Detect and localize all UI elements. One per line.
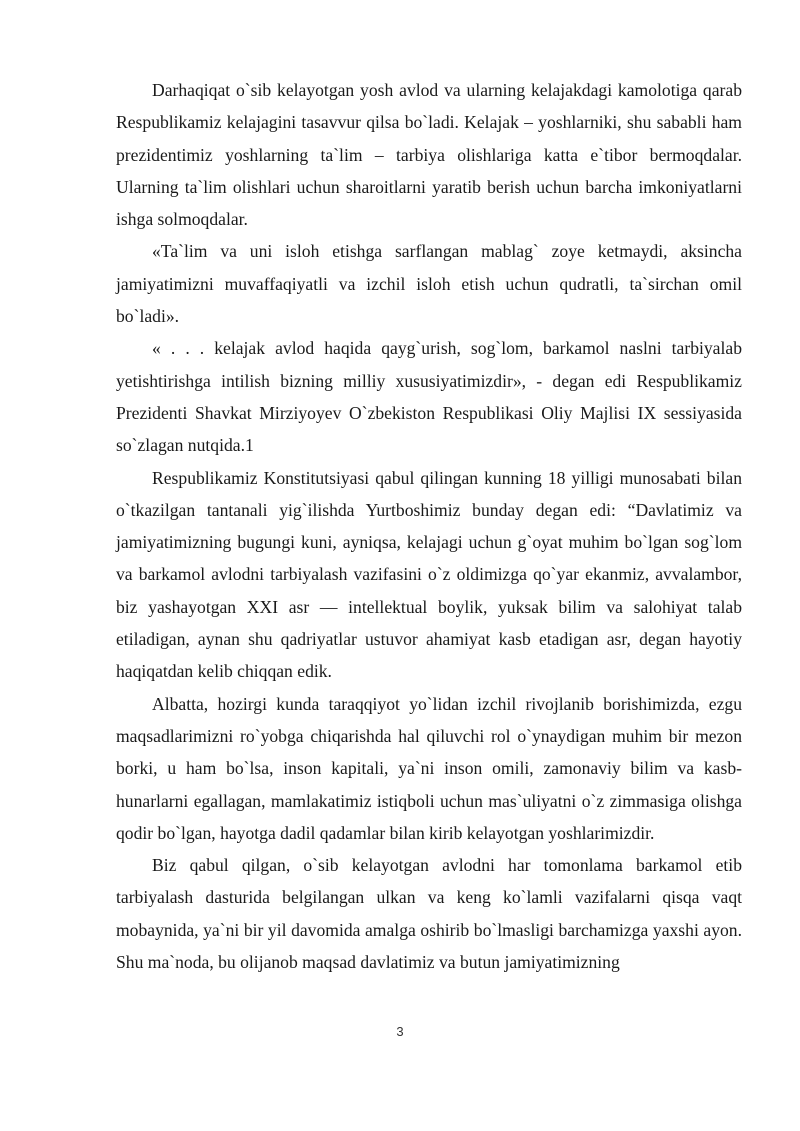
- page-number: 3: [396, 1024, 404, 1039]
- paragraph-3-quote: « . . . kelajak avlod haqida qayg`urish, sog`lom, barkamol naslni tarbiyalab yetishtirishga intilish bizning milliy xususiyatimizdir», - degan edi Respublikamiz Prezidenti Shavkat Mirziyoyev O`zbekiston Respublikasi Oliy Majlisi IX sessiyasida so`zlagan nutqida.1: [116, 338, 742, 456]
- paragraph-2-quote: «Ta`lim va uni isloh etishga sarflangan mablag` zoye ketmaydi, aksincha jamiyatimizni muvaffaqiyatli va izchil isloh etish uchun qudratli, ta`sirchan omil bo`ladi».: [116, 241, 742, 327]
- paragraph-1: Darhaqiqat o`sib kelayotgan yosh avlod va ularning kelajakdagi kamolotiga qarab Respublikamiz kelajagini tasavvur qilsa bo`ladi. Kelajak – yoshlarniki, shu sababli ham prezidentimiz yoshlarning ta`lim – tarbiya olishlariga katta e`tibor bermoqdalar. Ularning ta`lim olishlari uchun sharoitlarni yaratib berish uchun barcha imkoniyatlarni ishga solmoqdalar.: [116, 80, 742, 230]
- paragraph-6: Biz qabul qilgan, o`sib kelayotgan avlodni har tomonlama barkamol etib tarbiyalash dasturida belgilangan ulkan va keng ko`lamli vazifalarni qisqa vaqt mobaynida, ya`ni bir yil davomida amalga oshirib bo`lmasligi barchamizga yaxshi ayon. Shu ma`noda, bu olijanob maqsad davlatimiz va butun jamiyatimizning: [116, 855, 742, 973]
- document-body: [116, 74, 742, 978]
- paragraph-4: Respublikamiz Konstitutsiyasi qabul qilingan kunning 18 yilligi munosabati bilan o`tkazilgan tantanali yig`ilishda Yurtboshimiz bunday degan edi: “Davlatimiz va jamiyatimizning bugungi kuni, ayniqsa, kelajagi uchun g`oyat muhim bo`lgan sog`lom va barkamol avlodni tarbiyalash vazifasini o`z oldimizga qo`yar ekanmiz, avvalambor, biz yashayotgan XXI asr — intellektual boylik, yuksak bilim va salohiyat talab etiladigan, aynan shu qadriyatlar ustuvor ahamiyat kasb etadigan asr, degan hayotiy haqiqatdan kelib chiqqan edik.: [116, 467, 742, 682]
- paragraph-5: Albatta, hozirgi kunda taraqqiyot yo`lidan izchil rivojlanib borishimizda, ezgu maqsadlarimizni ro`yobga chiqarishda hal qiluvchi rol o`ynaydigan muhim bir mezon borki, u ham bo`lsa, inson kapitali, ya`ni inson omili, zamonaviy bilim va kasb-hunarlarni egallagan, mamlakatimiz istiqboli uchun mas`uliyatni o`z zimmasiga olishga qodir bo`lgan, hayotga dadil qadamlar bilan kirib kelayotgan yoshlarimizdir.: [116, 693, 742, 843]
